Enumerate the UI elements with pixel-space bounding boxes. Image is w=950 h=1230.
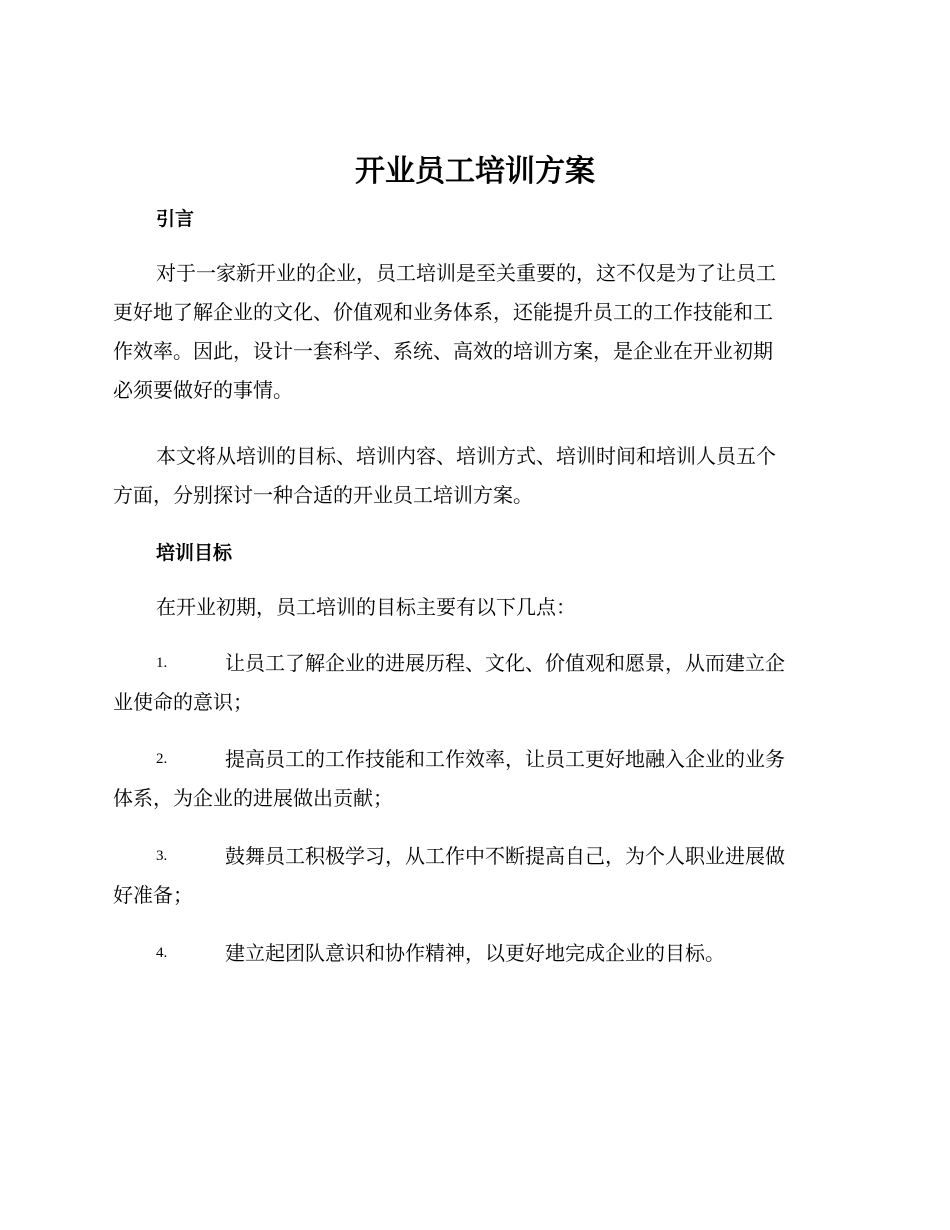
- goal-list-item-3: [113, 837, 833, 915]
- goals-lead-paragraph: [113, 588, 833, 627]
- section-heading-goals: 培训目标: [156, 542, 233, 564]
- list-item-text: 提高员工的工作技能和工作效率，让员工更好地融入企业的业务: [225, 747, 785, 771]
- list-item-text: 鼓舞员工积极学习，从工作中不断提高自己，为个人职业进展做: [225, 844, 785, 868]
- text-line: 更好地了解企业的文化、价值观和业务体系，还能提升员工的工作技能和工: [113, 300, 773, 324]
- text-line: 必须要做好的事情。: [113, 378, 293, 402]
- text-line: 作效率。因此，设计一套科学、系统、高效的培训方案，是企业在开业初期: [113, 339, 773, 363]
- intro-paragraph-2: [113, 437, 833, 515]
- list-item-text: 建立起团队意识和协作精神，以更好地完成企业的目标。: [225, 941, 725, 965]
- text-line: 本文将从培训的目标、培训内容、培训方式、培训时间和培训人员五个: [156, 444, 776, 468]
- list-number: 1.: [156, 655, 168, 671]
- list-item-text: 让员工了解企业的进展历程、文化、价值观和愿景，从而建立企: [225, 651, 785, 675]
- text-line: 在开业初期，员工培训的目标主要有以下几点：: [156, 595, 576, 619]
- text-line: 对于一家新开业的企业，员工培训是至关重要的，这不仅是为了让员工: [156, 261, 776, 285]
- list-number: 4.: [156, 945, 168, 961]
- list-item-text: 体系，为企业的进展做出贡献；: [113, 786, 393, 810]
- goal-list-item-2: [113, 740, 833, 818]
- list-number: 2.: [156, 751, 168, 767]
- list-item-text: 好准备；: [113, 883, 193, 907]
- intro-paragraph-1: [113, 254, 833, 410]
- text-line: 方面，分别探讨一种合适的开业员工培训方案。: [113, 483, 533, 507]
- section-heading-intro: 引言: [156, 208, 195, 230]
- goal-list-item-4: [113, 934, 833, 973]
- list-number: 3.: [156, 848, 168, 864]
- goal-list-item-1: [113, 644, 833, 722]
- list-item-text: 业使命的意识；: [113, 690, 253, 714]
- document-title: 开业员工培训方案: [355, 154, 595, 189]
